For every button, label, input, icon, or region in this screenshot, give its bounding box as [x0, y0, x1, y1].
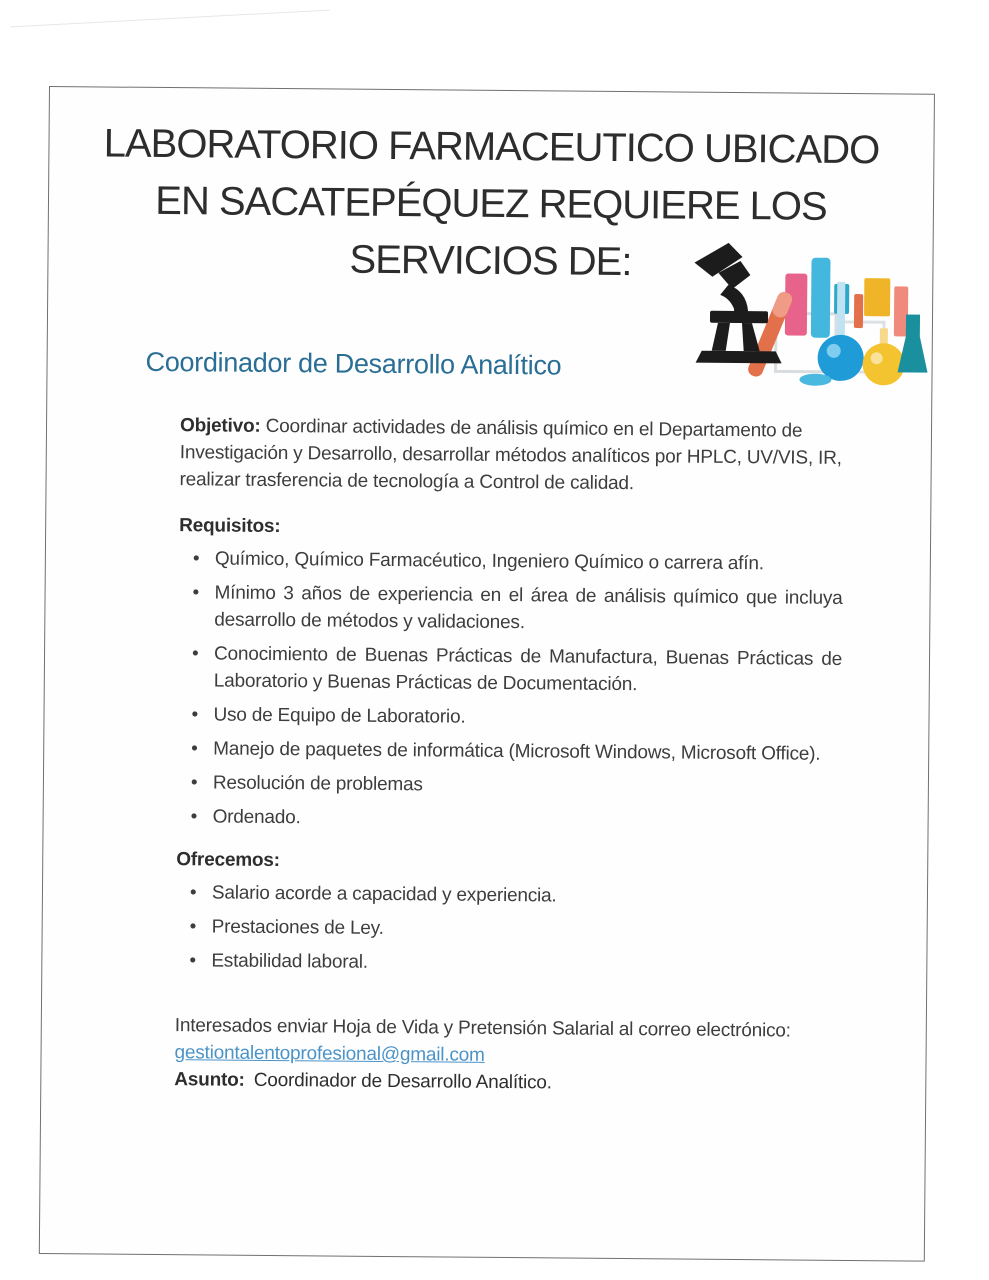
requisito-item: • Resolución de problemas — [191, 769, 841, 802]
requisitos-list — [177, 545, 843, 836]
requisito-item: • Manejo de paquetes de informática (Microsoft Windows, Microsoft Office). — [191, 735, 841, 768]
poster-title-line-1: LABORATORIO FARMACEUTICO UBICADO — [103, 121, 880, 173]
subject-label: Asunto: — [174, 1069, 245, 1091]
subject-line — [174, 1066, 838, 1099]
email-link[interactable]: gestiontalentoprofesional@gmail.com — [174, 1042, 485, 1066]
ofrecemos-item: • Salario acorde a capacidad y experiencia. — [190, 879, 840, 912]
ofrecemos-item: • Estabilidad laboral. — [189, 947, 839, 980]
contact-block — [174, 1012, 839, 1099]
requisito-item: • Mínimo 3 años de experiencia en el área de análisis químico que incluya desarrollo de métodos y validaciones. — [192, 579, 842, 639]
contact-intro: Interesados enviar Hoja de Vida y Pretensión Salarial al correo electrónico: — [174, 1015, 791, 1042]
lab-equipment-clipart-icon — [687, 241, 928, 393]
objetivo-text: Coordinar actividades de análisis químico en el Departamento de Investigación y Desarrollo, desarrollar métodos analíticos por HPLC, UV/VIS, IR, realizar trasferencia de tecnología a Control de calidad. — [179, 415, 842, 495]
scanner-artifact — [10, 10, 330, 28]
subject-text: Coordinador de Desarrollo Analítico. — [248, 1069, 552, 1094]
requisito-item: • Químico, Químico Farmacéutico, Ingeniero Químico o carrera afín. — [193, 545, 843, 578]
ofrecemos-list — [175, 879, 840, 980]
body-column — [174, 412, 844, 1099]
poster-title-line-2: EN SACATEPÉQUEZ REQUIERE LOS — [155, 178, 827, 229]
job-title: Coordinador de Desarrollo Analítico — [145, 346, 562, 381]
objetivo-label: Objetivo: — [179, 415, 261, 437]
scanned-page — [39, 86, 935, 1262]
poster-title-line-3: SERVICIOS DE: — [349, 237, 632, 285]
objetivo-paragraph — [179, 412, 844, 499]
requisito-item: • Conocimiento de Buenas Prácticas de Manufactura, Buenas Prácticas de Laboratorio y Buenas Prácticas de Documentación. — [192, 640, 842, 700]
requisitos-heading: Requisitos: — [179, 515, 281, 538]
requisito-item: • Ordenado. — [191, 803, 841, 836]
requisito-item: • Uso de Equipo de Laboratorio. — [191, 701, 841, 734]
ofrecemos-heading: Ofrecemos: — [176, 849, 280, 872]
ofrecemos-item: • Prestaciones de Ley. — [190, 913, 840, 946]
